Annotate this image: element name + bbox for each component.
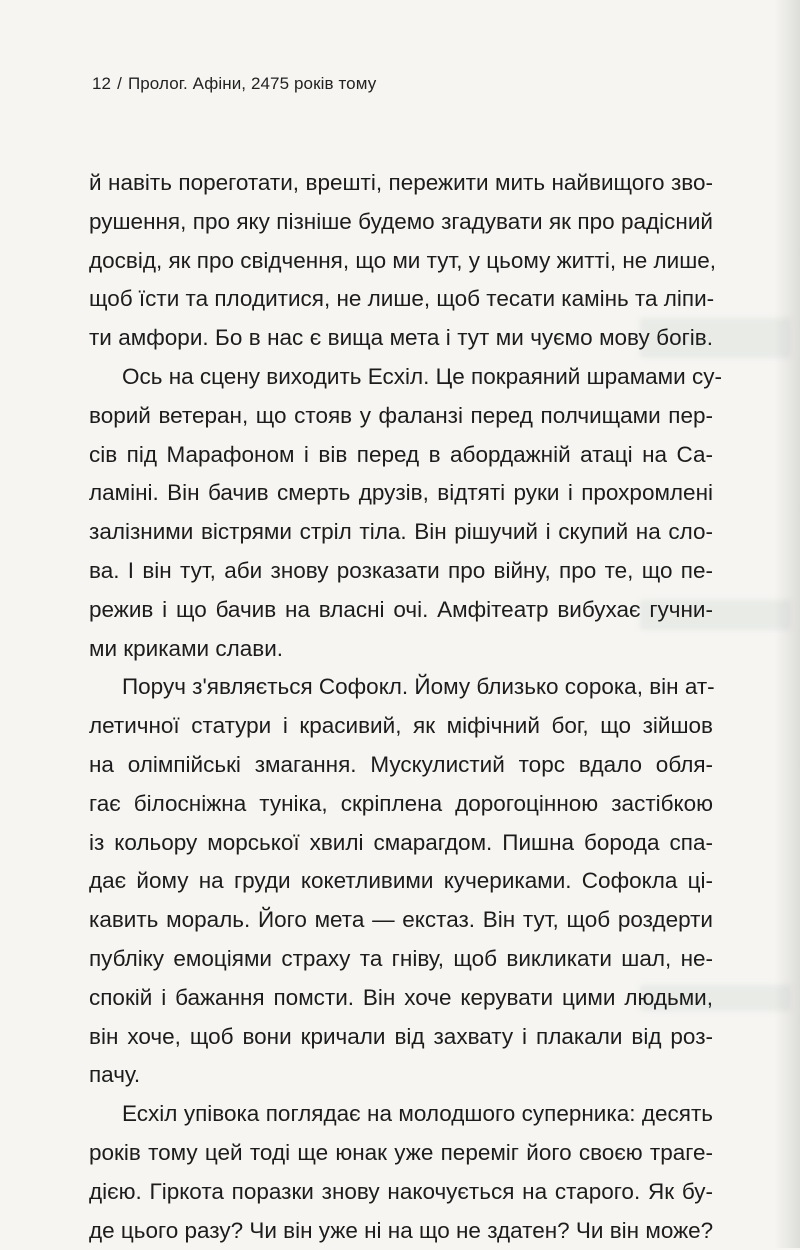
text-line: ми криками слави. [89, 635, 284, 661]
text-line: Поруч з'являється Софокл. Йому близько сорока, він ат- [122, 674, 715, 700]
text-line: із кольору морської хвилі смарагдом. Пишна борода спа- [89, 829, 713, 855]
text-line: Есхіл упівока поглядає на молодшого суперника: десять [122, 1101, 713, 1127]
text-line: летичної статури і красивий, як міфічний бог, що зійшов [89, 713, 713, 739]
text-line: ламіні. Він бачив смерть друзів, відтяті руки і прохромлені [89, 480, 713, 506]
text-line: залізними вістрями стріл тіла. Він рішучий і скупий на сло- [89, 519, 713, 545]
text-line: на олімпійські змагання. Мускулистий торс вдало обля- [89, 751, 713, 777]
text-line: ва. І він тут, аби знову розказати про війну, про те, що пе- [89, 557, 713, 583]
paragraph [89, 668, 713, 1095]
text-line: дією. Гіркота поразки знову накочується на старого. Як бу- [89, 1178, 713, 1204]
text-line: сів під Марафоном і вів перед в абордажній атаці на Са- [89, 441, 713, 467]
text-line: спокій і бажання помсти. Він хоче керувати цими людьми, [89, 984, 713, 1010]
text-line: гає білосніжна туніка, скріплена дорогоцінною застібкою [89, 790, 713, 816]
text-line: ворий ветеран, що стояв у фаланзі перед полчищами пер- [89, 402, 713, 428]
page-number: 12 [92, 74, 112, 93]
text-line: щоб їсти та плодитися, не лише, щоб тесати камінь та ліпи- [89, 286, 715, 312]
text-line: рушення, про яку пізніше будемо згадувати як про радісний [89, 208, 713, 234]
paragraph [89, 164, 717, 358]
text-line: режив і що бачив на власні очі. Амфітеатр вибухає гучни- [89, 596, 713, 622]
text-line: дає йому на груди кокетливими кучериками. Софокла ці- [89, 868, 713, 894]
text-line: де цього разу? Чи він уже ні на що не здатен? Чи він може? [89, 1217, 714, 1243]
text-line: й навіть пореготати, врешті, пережити мить найвищого зво- [89, 170, 713, 195]
header-separator: / [117, 74, 122, 93]
text-line: він хоче, щоб вони кричали від захвату і плакали від роз- [89, 1023, 713, 1049]
body-text [89, 164, 722, 1250]
text-line: публіку емоціями страху та гніву, щоб викликати шал, не- [89, 945, 713, 971]
text-line: досвід, як про свідчення, що ми тут, у цьому житті, не лише, [89, 247, 717, 273]
text-line: років тому цей тоді ще юнак уже переміг його своєю траге- [89, 1139, 713, 1165]
chapter-title: Пролог. Афіни, 2475 років тому [127, 74, 377, 93]
text-line: кавить мораль. Його мета — екстаз. Він тут, щоб роздерти [89, 907, 713, 933]
running-head [92, 74, 376, 94]
text-line: ти амфори. Бо в нас є вища мета і тут ми чуємо мову богів. [89, 325, 713, 351]
text-line: пачу. [89, 1062, 141, 1088]
paragraph [89, 1095, 713, 1250]
paragraph [89, 358, 722, 668]
text-line: Ось на сцену виходить Есхіл. Це покраяний шрамами су- [122, 363, 722, 389]
